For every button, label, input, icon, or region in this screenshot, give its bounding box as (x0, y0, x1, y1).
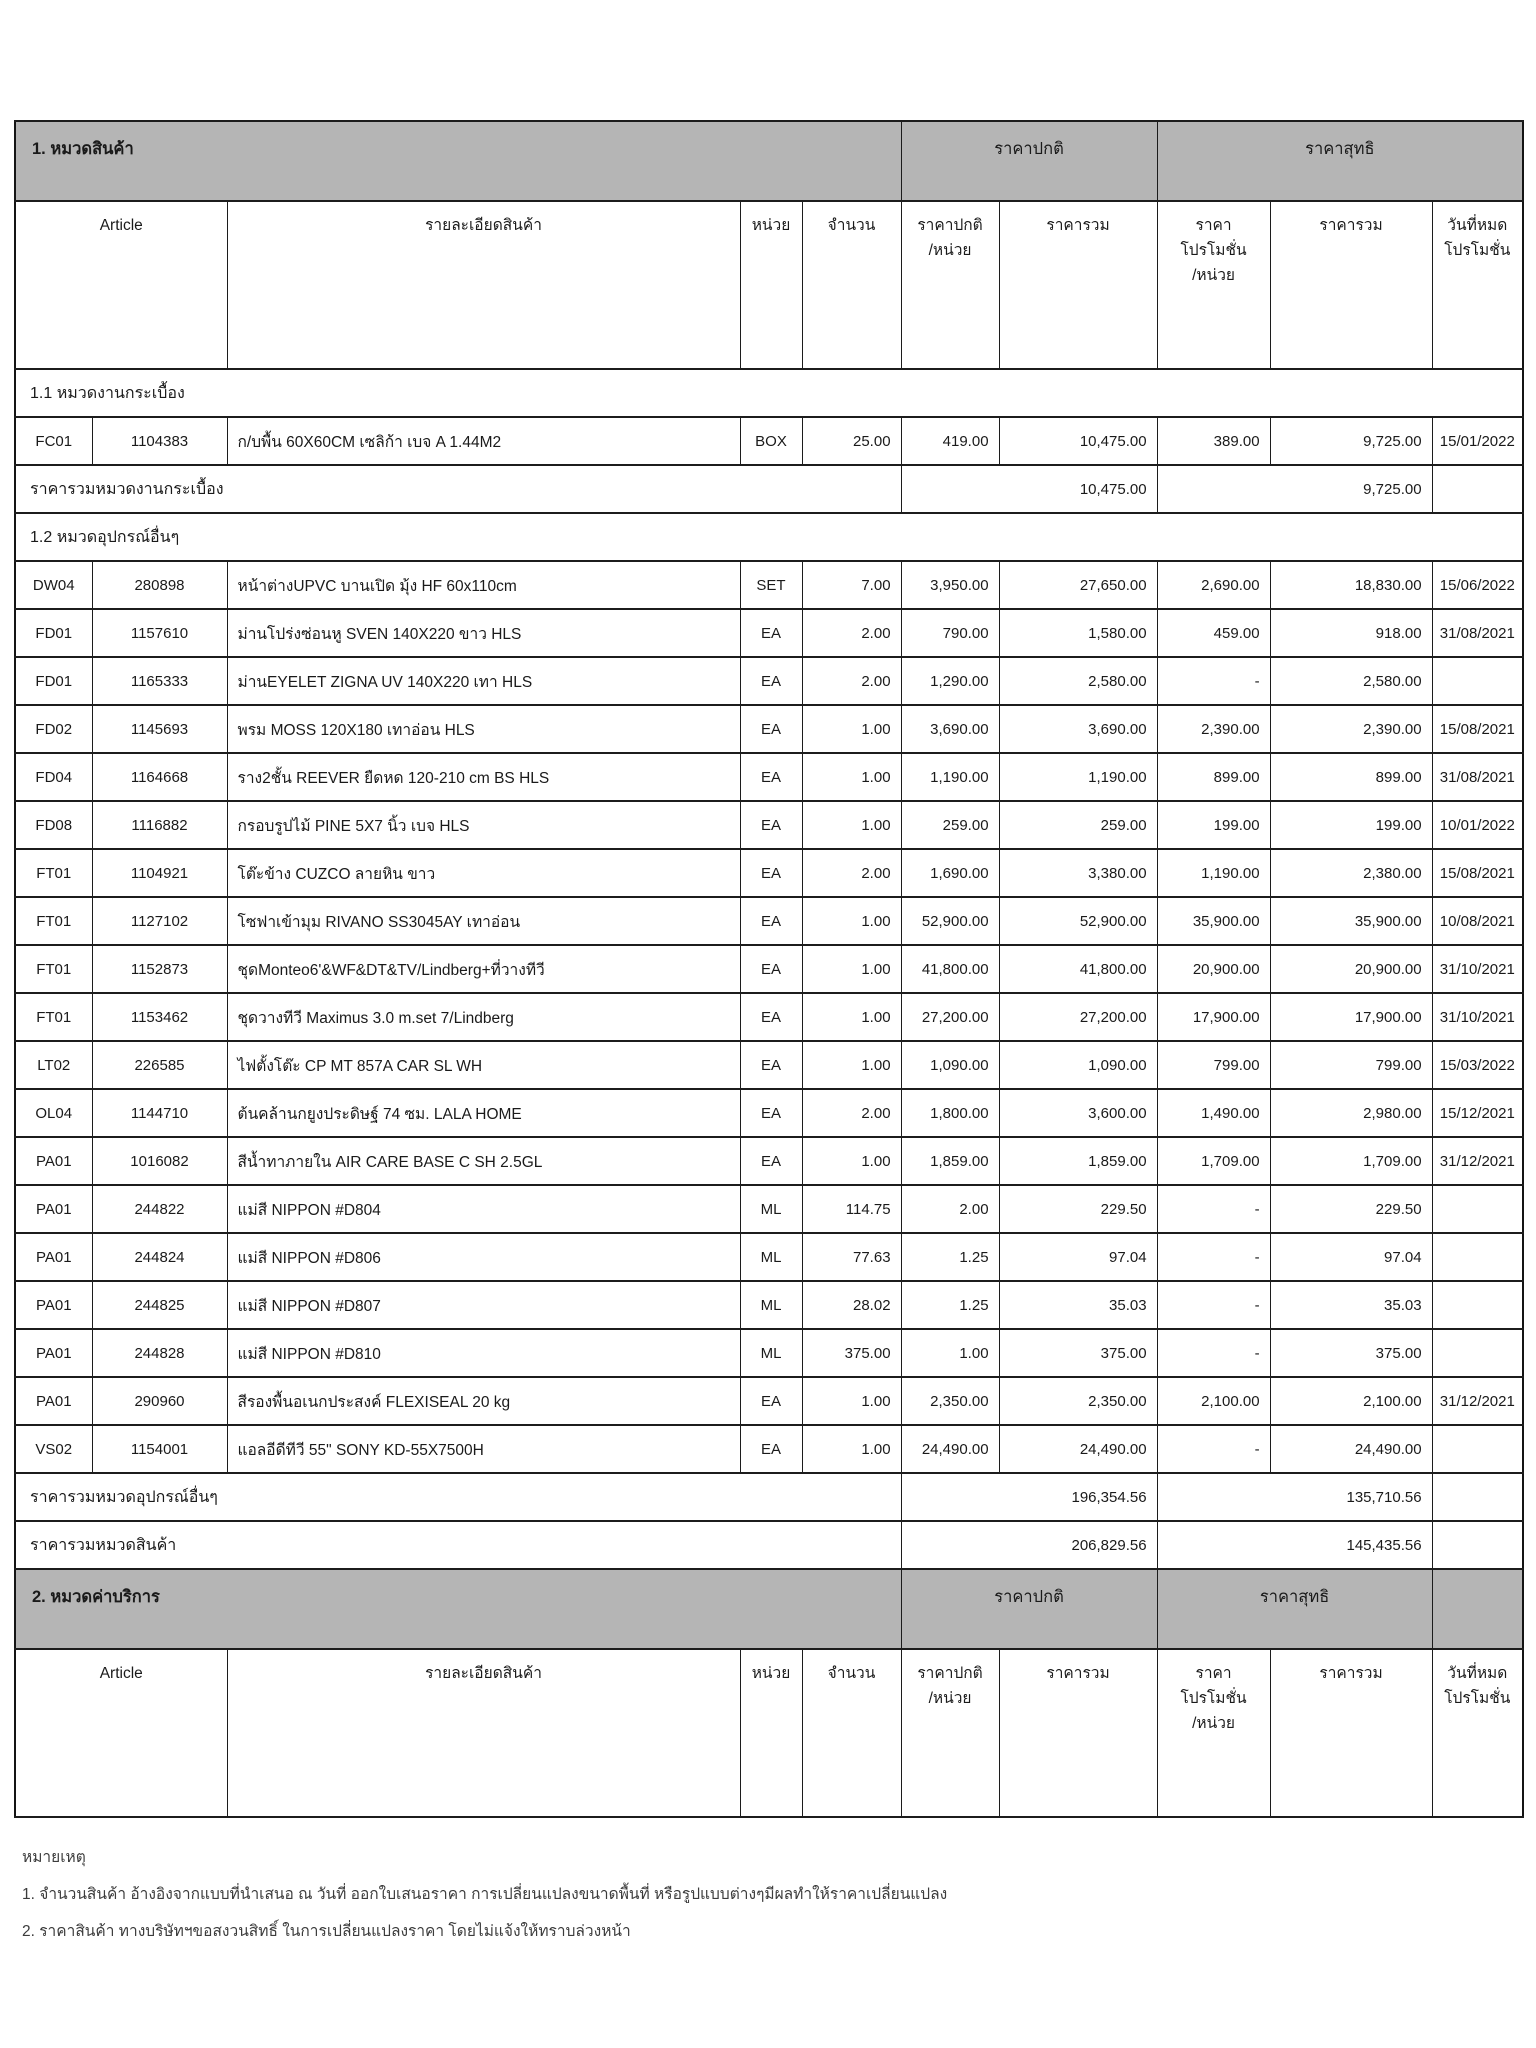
subsection-1-1-title-row (15, 369, 1523, 417)
quantity-cell: 1.00 (802, 993, 901, 1041)
subsection-1-2-title-row (15, 513, 1523, 561)
promo-price-cell: - (1157, 1425, 1270, 1473)
article-code-cell: FC01 (15, 417, 92, 465)
band-date-empty-cell (1432, 1569, 1523, 1649)
unit-cell: EA (740, 609, 802, 657)
col-total: ราคารวม (999, 201, 1157, 369)
col-unit: หน่วย (740, 1649, 802, 1817)
article-code-cell: FD01 (15, 609, 92, 657)
unit-price-cell: 2,350.00 (901, 1377, 999, 1425)
article-number-cell: 244828 (92, 1329, 227, 1377)
section-1-header-row (15, 121, 1523, 201)
promo-price-cell: 389.00 (1157, 417, 1270, 465)
description-cell: สีรองพื้นอเนกประสงค์ FLEXISEAL 20 kg (227, 1377, 740, 1425)
article-number-cell: 1127102 (92, 897, 227, 945)
unit-price-cell: 419.00 (901, 417, 999, 465)
article-number-cell: 244822 (92, 1185, 227, 1233)
quantity-cell: 7.00 (802, 561, 901, 609)
subtotal-row-equipment (15, 1473, 1523, 1521)
article-code-cell: VS02 (15, 1425, 92, 1473)
col-promo-line3: /หน่วย (1192, 1714, 1236, 1732)
article-number-cell: 1154001 (92, 1425, 227, 1473)
description-cell: แม่สี NIPPON #D807 (227, 1281, 740, 1329)
promo-total-cell: 199.00 (1270, 801, 1432, 849)
subtotal-row-tiles (15, 465, 1523, 513)
unit-price-cell: 2.00 (901, 1185, 999, 1233)
col-unit-price-line1: ราคาปกติ (917, 1665, 983, 1682)
col-promo-line1: ราคา (1195, 1665, 1232, 1682)
article-code-cell: OL04 (15, 1089, 92, 1137)
total-price-cell: 27,650.00 (999, 561, 1157, 609)
table-row (15, 1089, 1523, 1137)
promo-price-cell: 459.00 (1157, 609, 1270, 657)
unit-price-cell: 3,690.00 (901, 705, 999, 753)
subsection-1-2-subtotal (15, 1473, 1523, 1569)
description-cell: ราง2ชั้น REEVER ยืดหด 120-210 cm BS HLS (227, 753, 740, 801)
unit-cell: ML (740, 1233, 802, 1281)
notes-section (22, 1844, 1522, 1943)
col-unit: หน่วย (740, 201, 802, 369)
promo-price-cell: 17,900.00 (1157, 993, 1270, 1041)
col-end-date-line2: โปรโมชั่น (1444, 1689, 1511, 1707)
section-1-title: 1. หมวดสินค้า (15, 121, 901, 201)
grand-total-net-value: 145,435.56 (1157, 1521, 1432, 1569)
table-row (15, 609, 1523, 657)
col-end-date-line1: วันที่หมด (1447, 1665, 1508, 1682)
promo-end-date-cell (1432, 657, 1523, 705)
quantity-cell: 1.00 (802, 705, 901, 753)
quantity-cell: 2.00 (802, 1089, 901, 1137)
promo-total-cell: 375.00 (1270, 1329, 1432, 1377)
col-article: Article (15, 201, 227, 369)
promo-end-date-cell (1432, 1425, 1523, 1473)
description-cell: ก/บพื้น 60X60CM เซลิก้า เบจ A 1.44M2 (227, 417, 740, 465)
unit-price-cell: 259.00 (901, 801, 999, 849)
promo-end-date-cell: 31/12/2021 (1432, 1377, 1523, 1425)
quantity-cell: 1.00 (802, 1041, 901, 1089)
col-description: รายละเอียดสินค้า (227, 201, 740, 369)
section-2-title: 2. หมวดค่าบริการ (15, 1569, 901, 1649)
col-end-date-line2: โปรโมชั่น (1444, 241, 1511, 259)
quantity-cell: 1.00 (802, 897, 901, 945)
table-row (15, 1233, 1523, 1281)
promo-price-cell: 2,690.00 (1157, 561, 1270, 609)
total-price-cell: 27,200.00 (999, 993, 1157, 1041)
description-cell: หน้าต่างUPVC บานเปิด มุ้ง HF 60x110cm (227, 561, 740, 609)
promo-price-cell: 20,900.00 (1157, 945, 1270, 993)
promo-price-cell: 1,190.00 (1157, 849, 1270, 897)
article-code-cell: PA01 (15, 1377, 92, 1425)
total-price-cell: 229.50 (999, 1185, 1157, 1233)
article-number-cell: 1104383 (92, 417, 227, 465)
article-number-cell: 1165333 (92, 657, 227, 705)
article-code-cell: PA01 (15, 1185, 92, 1233)
unit-price-cell: 1,800.00 (901, 1089, 999, 1137)
unit-cell: EA (740, 897, 802, 945)
table-row (15, 705, 1523, 753)
promo-price-cell: 1,490.00 (1157, 1089, 1270, 1137)
table-row (15, 1185, 1523, 1233)
subtotal-net-value: 9,725.00 (1157, 465, 1432, 513)
unit-cell: EA (740, 945, 802, 993)
total-price-cell: 375.00 (999, 1329, 1157, 1377)
unit-price-cell: 52,900.00 (901, 897, 999, 945)
quantity-cell: 1.00 (802, 945, 901, 993)
unit-cell: EA (740, 1089, 802, 1137)
total-price-cell: 1,190.00 (999, 753, 1157, 801)
total-price-cell: 1,090.00 (999, 1041, 1157, 1089)
article-number-cell: 1144710 (92, 1089, 227, 1137)
col-end-date-line1: วันที่หมด (1447, 217, 1508, 234)
unit-price-cell: 24,490.00 (901, 1425, 999, 1473)
table-row (15, 1425, 1523, 1473)
unit-cell: EA (740, 657, 802, 705)
quantity-cell: 375.00 (802, 1329, 901, 1377)
article-number-cell: 1104921 (92, 849, 227, 897)
promo-total-cell: 24,490.00 (1270, 1425, 1432, 1473)
promo-end-date-cell (1432, 1233, 1523, 1281)
article-number-cell: 244824 (92, 1233, 227, 1281)
article-code-cell: FD08 (15, 801, 92, 849)
normal-price-band: ราคาปกติ (901, 121, 1157, 201)
promo-end-date-cell: 31/10/2021 (1432, 993, 1523, 1041)
unit-cell: BOX (740, 417, 802, 465)
total-price-cell: 41,800.00 (999, 945, 1157, 993)
promo-end-date-cell (1432, 1281, 1523, 1329)
promo-total-cell: 899.00 (1270, 753, 1432, 801)
promo-total-cell: 35,900.00 (1270, 897, 1432, 945)
unit-price-cell: 1,190.00 (901, 753, 999, 801)
note-line-2: 2. ราคาสินค้า ทางบริษัทฯขอสงวนสิทธิ์ ในการเปลี่ยนแปลงราคา โดยไม่แจ้งให้ทราบล่วงหน้า (22, 1923, 631, 1940)
article-number-cell: 1116882 (92, 801, 227, 849)
grand-total-normal-value: 206,829.56 (901, 1521, 1157, 1569)
section-1-band (15, 121, 1523, 369)
unit-cell: EA (740, 705, 802, 753)
article-code-cell: FT01 (15, 993, 92, 1041)
quantity-cell: 114.75 (802, 1185, 901, 1233)
promo-total-cell: 2,390.00 (1270, 705, 1432, 753)
net-price-band: ราคาสุทธิ (1157, 121, 1523, 201)
quantity-cell: 2.00 (802, 849, 901, 897)
promo-total-cell: 229.50 (1270, 1185, 1432, 1233)
article-code-cell: PA01 (15, 1329, 92, 1377)
table-row (15, 1377, 1523, 1425)
promo-end-date-cell: 10/08/2021 (1432, 897, 1523, 945)
promo-total-cell: 9,725.00 (1270, 417, 1432, 465)
promo-price-cell: - (1157, 1281, 1270, 1329)
total-price-cell: 1,580.00 (999, 609, 1157, 657)
quotation-table (14, 120, 1524, 1818)
col-unit-price-line2: /หน่วย (928, 1689, 972, 1707)
quantity-cell: 2.00 (802, 657, 901, 705)
promo-total-cell: 799.00 (1270, 1041, 1432, 1089)
description-cell: ม่านEYELET ZIGNA UV 140X220 เทา HLS (227, 657, 740, 705)
col-qty: จำนวน (802, 1649, 901, 1817)
article-number-cell: 280898 (92, 561, 227, 609)
promo-price-cell: 2,390.00 (1157, 705, 1270, 753)
article-number-cell: 244825 (92, 1281, 227, 1329)
unit-price-cell: 790.00 (901, 609, 999, 657)
unit-price-cell: 3,950.00 (901, 561, 999, 609)
promo-end-date-cell: 15/03/2022 (1432, 1041, 1523, 1089)
promo-total-cell: 2,580.00 (1270, 657, 1432, 705)
table-row (15, 945, 1523, 993)
article-code-cell: PA01 (15, 1281, 92, 1329)
article-code-cell: PA01 (15, 1137, 92, 1185)
col-end-date (1432, 201, 1523, 369)
article-number-cell: 226585 (92, 1041, 227, 1089)
total-price-cell: 10,475.00 (999, 417, 1157, 465)
unit-price-cell: 1,859.00 (901, 1137, 999, 1185)
unit-price-cell: 1,290.00 (901, 657, 999, 705)
description-cell: แม่สี NIPPON #D806 (227, 1233, 740, 1281)
article-number-cell: 1164668 (92, 753, 227, 801)
col-promo-line1: ราคา (1195, 217, 1232, 234)
description-cell: แม่สี NIPPON #D804 (227, 1185, 740, 1233)
promo-end-date-cell: 31/10/2021 (1432, 945, 1523, 993)
promo-total-cell: 2,380.00 (1270, 849, 1432, 897)
col-unit-price-line1: ราคาปกติ (917, 217, 983, 234)
total-price-cell: 3,380.00 (999, 849, 1157, 897)
subtotal-net-value: 135,710.56 (1157, 1473, 1432, 1521)
unit-cell: EA (740, 849, 802, 897)
promo-end-date-cell: 31/08/2021 (1432, 609, 1523, 657)
subsection-1-2 (15, 513, 1523, 561)
quantity-cell: 1.00 (802, 801, 901, 849)
subsection-1-1-title: 1.1 หมวดงานกระเบื้อง (15, 369, 1523, 417)
table-row (15, 561, 1523, 609)
promo-end-date-cell: 15/08/2021 (1432, 849, 1523, 897)
subsection-1-2-title: 1.2 หมวดอุปกรณ์อื่นๆ (15, 513, 1523, 561)
article-code-cell: FT01 (15, 945, 92, 993)
subtotal-label: ราคารวมหมวดอุปกรณ์อื่นๆ (15, 1473, 901, 1521)
promo-price-cell: - (1157, 1185, 1270, 1233)
total-price-cell: 2,580.00 (999, 657, 1157, 705)
promo-end-date-cell (1432, 1185, 1523, 1233)
unit-cell: EA (740, 1137, 802, 1185)
table-row (15, 1281, 1523, 1329)
total-price-cell: 259.00 (999, 801, 1157, 849)
col-qty: จำนวน (802, 201, 901, 369)
unit-price-cell: 1.25 (901, 1233, 999, 1281)
subsection-1-1-rows (15, 417, 1523, 465)
column-header-row-2 (15, 1649, 1523, 1817)
unit-cell: ML (740, 1281, 802, 1329)
promo-price-cell: 199.00 (1157, 801, 1270, 849)
unit-cell: EA (740, 993, 802, 1041)
col-promo-total: ราคารวม (1270, 1649, 1432, 1817)
promo-total-cell: 97.04 (1270, 1233, 1432, 1281)
promo-price-cell: 899.00 (1157, 753, 1270, 801)
promo-price-cell: 799.00 (1157, 1041, 1270, 1089)
promo-price-cell: 35,900.00 (1157, 897, 1270, 945)
unit-price-cell: 1.00 (901, 1329, 999, 1377)
promo-price-cell: 2,100.00 (1157, 1377, 1270, 1425)
article-code-cell: FD04 (15, 753, 92, 801)
article-number-cell: 1145693 (92, 705, 227, 753)
grand-total-row-products (15, 1521, 1523, 1569)
promo-total-cell: 35.03 (1270, 1281, 1432, 1329)
description-cell: แอลอีดีทีวี 55" SONY KD-55X7500H (227, 1425, 740, 1473)
section-2-header-row (15, 1569, 1523, 1649)
article-code-cell: LT02 (15, 1041, 92, 1089)
col-unit-price-line2: /หน่วย (928, 241, 972, 259)
quantity-cell: 25.00 (802, 417, 901, 465)
col-total: ราคารวม (999, 1649, 1157, 1817)
quantity-cell: 2.00 (802, 609, 901, 657)
article-code-cell: PA01 (15, 1233, 92, 1281)
table-row (15, 417, 1523, 465)
table-row (15, 1041, 1523, 1089)
article-code-cell: FD02 (15, 705, 92, 753)
col-unit-price (901, 1649, 999, 1817)
total-price-cell: 52,900.00 (999, 897, 1157, 945)
quantity-cell: 1.00 (802, 753, 901, 801)
total-price-cell: 97.04 (999, 1233, 1157, 1281)
article-code-cell: FT01 (15, 897, 92, 945)
subtotal-date-empty-cell (1432, 1473, 1523, 1521)
promo-total-cell: 18,830.00 (1270, 561, 1432, 609)
note-line-1: 1. จำนวนสินค้า อ้างอิงจากแบบที่นำเสนอ ณ วันที่ ออกใบเสนอราคา การเปลี่ยนแปลงขนาดพื้นที่ หรือรูปแบบต่างๆมีผลทำให้ราคาเปลี่ยนแปลง (22, 1886, 948, 1903)
description-cell: พรม MOSS 120X180 เทาอ่อน HLS (227, 705, 740, 753)
article-number-cell: 1016082 (92, 1137, 227, 1185)
unit-cell: EA (740, 1041, 802, 1089)
quantity-cell: 1.00 (802, 1137, 901, 1185)
promo-total-cell: 918.00 (1270, 609, 1432, 657)
quantity-cell: 1.00 (802, 1377, 901, 1425)
table-row (15, 897, 1523, 945)
promo-total-cell: 17,900.00 (1270, 993, 1432, 1041)
unit-price-cell: 1.25 (901, 1281, 999, 1329)
promo-price-cell: - (1157, 657, 1270, 705)
total-price-cell: 2,350.00 (999, 1377, 1157, 1425)
unit-price-cell: 41,800.00 (901, 945, 999, 993)
description-cell: แม่สี NIPPON #D810 (227, 1329, 740, 1377)
table-row (15, 1329, 1523, 1377)
promo-end-date-cell: 15/08/2021 (1432, 705, 1523, 753)
unit-price-cell: 1,090.00 (901, 1041, 999, 1089)
grand-total-date-empty-cell (1432, 1521, 1523, 1569)
column-header-row (15, 201, 1523, 369)
unit-cell: EA (740, 1425, 802, 1473)
subtotal-date-empty-cell (1432, 465, 1523, 513)
table-row (15, 993, 1523, 1041)
unit-cell: ML (740, 1329, 802, 1377)
total-price-cell: 1,859.00 (999, 1137, 1157, 1185)
promo-total-cell: 1,709.00 (1270, 1137, 1432, 1185)
description-cell: ม่านโปร่งซ่อนหู SVEN 140X220 ขาว HLS (227, 609, 740, 657)
col-description: รายละเอียดสินค้า (227, 1649, 740, 1817)
unit-cell: ML (740, 1185, 802, 1233)
total-price-cell: 35.03 (999, 1281, 1157, 1329)
promo-price-cell: 1,709.00 (1157, 1137, 1270, 1185)
col-article: Article (15, 1649, 227, 1817)
promo-total-cell: 2,100.00 (1270, 1377, 1432, 1425)
section-2-band (15, 1569, 1523, 1817)
description-cell: กรอบรูปไม้ PINE 5X7 นิ้ว เบจ HLS (227, 801, 740, 849)
unit-cell: EA (740, 1377, 802, 1425)
table-row (15, 657, 1523, 705)
description-cell: ไฟตั้งโต๊ะ CP MT 857A CAR SL WH (227, 1041, 740, 1089)
unit-cell: SET (740, 561, 802, 609)
promo-total-cell: 20,900.00 (1270, 945, 1432, 993)
promo-end-date-cell (1432, 1329, 1523, 1377)
col-end-date (1432, 1649, 1523, 1817)
promo-end-date-cell: 31/08/2021 (1432, 753, 1523, 801)
net-price-band: ราคาสุทธิ (1157, 1569, 1432, 1649)
subsection-1-2-rows (15, 561, 1523, 1473)
description-cell: ชุดวางทีวี Maximus 3.0 m.set 7/Lindberg (227, 993, 740, 1041)
quantity-cell: 1.00 (802, 1425, 901, 1473)
normal-price-band: ราคาปกติ (901, 1569, 1157, 1649)
subtotal-normal-value: 196,354.56 (901, 1473, 1157, 1521)
quantity-cell: 28.02 (802, 1281, 901, 1329)
promo-price-cell: - (1157, 1329, 1270, 1377)
subtotal-label: ราคารวมหมวดงานกระเบื้อง (15, 465, 901, 513)
promo-total-cell: 2,980.00 (1270, 1089, 1432, 1137)
description-cell: โต๊ะข้าง CUZCO ลายหิน ขาว (227, 849, 740, 897)
article-code-cell: FT01 (15, 849, 92, 897)
subsection-1-1 (15, 369, 1523, 417)
promo-end-date-cell: 15/12/2021 (1432, 1089, 1523, 1137)
description-cell: สีน้ำทาภายใน AIR CARE BASE C SH 2.5GL (227, 1137, 740, 1185)
description-cell: โซฟาเข้ามุม RIVANO SS3045AY เทาอ่อน (227, 897, 740, 945)
col-promo-line2: โปรโมชั่น (1180, 1689, 1247, 1707)
unit-cell: EA (740, 753, 802, 801)
article-number-cell: 1157610 (92, 609, 227, 657)
table-row (15, 801, 1523, 849)
total-price-cell: 3,600.00 (999, 1089, 1157, 1137)
total-price-cell: 24,490.00 (999, 1425, 1157, 1473)
promo-end-date-cell: 10/01/2022 (1432, 801, 1523, 849)
col-promo-price (1157, 201, 1270, 369)
article-number-cell: 290960 (92, 1377, 227, 1425)
col-promo-price (1157, 1649, 1270, 1817)
table-row (15, 753, 1523, 801)
col-promo-total: ราคารวม (1270, 201, 1432, 369)
promo-end-date-cell: 15/01/2022 (1432, 417, 1523, 465)
unit-price-cell: 1,690.00 (901, 849, 999, 897)
description-cell: ชุดMonteo6'&WF&DT&TV/Lindberg+ที่วางทีวี (227, 945, 740, 993)
article-number-cell: 1152873 (92, 945, 227, 993)
subtotal-normal-value: 10,475.00 (901, 465, 1157, 513)
col-promo-line3: /หน่วย (1192, 266, 1236, 284)
table-row (15, 1137, 1523, 1185)
grand-total-label: ราคารวมหมวดสินค้า (15, 1521, 901, 1569)
article-code-cell: FD01 (15, 657, 92, 705)
table-row (15, 849, 1523, 897)
col-unit-price (901, 201, 999, 369)
article-number-cell: 1153462 (92, 993, 227, 1041)
notes-title: หมายเหตุ (22, 1849, 86, 1866)
unit-cell: EA (740, 801, 802, 849)
article-code-cell: DW04 (15, 561, 92, 609)
promo-end-date-cell: 31/12/2021 (1432, 1137, 1523, 1185)
subsection-1-1-subtotal (15, 465, 1523, 513)
quantity-cell: 77.63 (802, 1233, 901, 1281)
total-price-cell: 3,690.00 (999, 705, 1157, 753)
description-cell: ต้นคล้านกยูงประดิษฐ์ 74 ซม. LALA HOME (227, 1089, 740, 1137)
promo-end-date-cell: 15/06/2022 (1432, 561, 1523, 609)
promo-price-cell: - (1157, 1233, 1270, 1281)
col-promo-line2: โปรโมชั่น (1180, 241, 1247, 259)
unit-price-cell: 27,200.00 (901, 993, 999, 1041)
